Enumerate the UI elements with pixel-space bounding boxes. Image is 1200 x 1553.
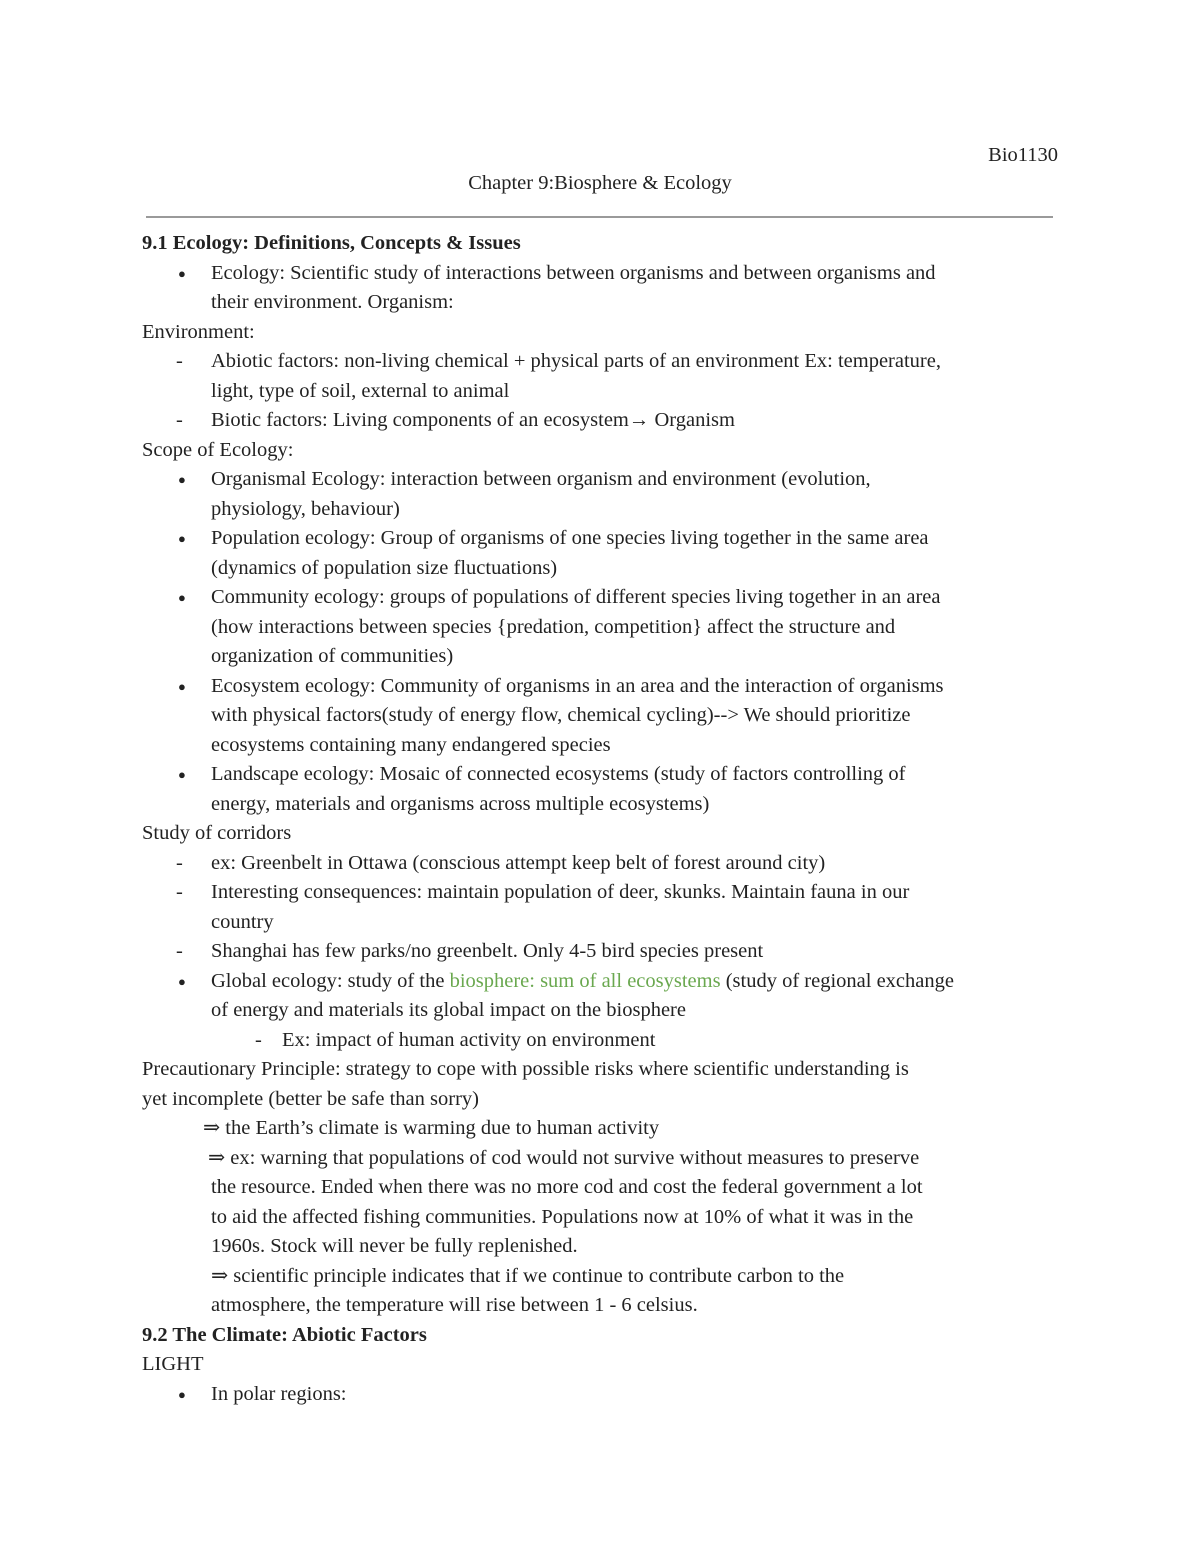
list-item-continuation: (dynamics of population size fluctuations) [211, 556, 558, 579]
organismal-ecology: Organismal Ecology: interaction between organism and environment (evolution, [211, 468, 871, 490]
list-item [142, 465, 1062, 495]
bullet-icon: ● [178, 472, 186, 487]
list-item-continuation: ecosystems containing many endangered species [211, 733, 611, 756]
biosphere-highlight: biosphere: sum of all ecosystems [449, 969, 721, 992]
arrow-point-continuation: atmosphere, the temperature will rise between 1 - 6 celsius. [211, 1294, 698, 1316]
abiotic-factors: Abiotic factors: non-living chemical + physical parts of an environment Ex: temperature, [211, 350, 941, 372]
arrow-point-continuation: to aid the affected fishing communities. Populations now at 10% of what it was in the [211, 1205, 914, 1228]
dash-marker: - [255, 1028, 262, 1051]
biotic-factors: Biotic factors: Living components of an ecosystem→ Organism [211, 409, 735, 431]
list-item-continuation: (how interactions between species {predation, competition} affect the structure and [211, 615, 896, 638]
global-ecology: Global ecology: study of the biosphere: sum of all ecosystems (study of regional exchange [211, 969, 954, 992]
bullet-icon: ● [178, 973, 186, 989]
greenbelt-example: ex: Greenbelt in Ottawa (conscious attempt keep belt of forest around city) [211, 851, 826, 874]
list-item-continuation: with physical factors(study of energy flow, chemical cycling)--> We should prioritize [211, 704, 911, 726]
landscape-ecology: Landscape ecology: Mosaic of connected ecosystems (study of factors controlling of [211, 763, 906, 785]
section-heading: 9.1 Ecology: Definitions, Concepts & Issues [142, 232, 521, 254]
bullet-icon: ● [178, 265, 186, 281]
global-example: Ex: impact of human activity on environment [282, 1028, 656, 1051]
list-item [142, 937, 1062, 967]
bullet-icon: ● [178, 531, 186, 546]
scope-label: Scope of Ecology: [142, 438, 294, 461]
bullet-icon: ● [178, 590, 186, 605]
list-item [142, 583, 1062, 613]
corridor-consequences: Interesting consequences: maintain population of deer, skunks. Maintain fauna in our [211, 881, 910, 903]
ecology-definition: Ecology: Scientific study of interactions between organisms and between organisms and [211, 261, 936, 284]
ecosystem-ecology: Ecosystem ecology: Community of organisms in an area and the interaction of organisms [211, 674, 944, 697]
list-item-continuation: organization of communities) [211, 645, 454, 667]
arrow-point-continuation: 1960s. Stock will never be fully replenished. [211, 1235, 578, 1257]
precautionary-principle: Precautionary Principle: strategy to cope with possible risks where scientific understanding is [142, 1058, 909, 1080]
community-ecology: Community ecology: groups of populations of different species living together in an area [211, 586, 941, 608]
list-item [142, 878, 1062, 908]
list-item-continuation: light, type of soil, external to animal [211, 379, 510, 402]
list-item [142, 259, 1062, 289]
list-item [142, 524, 1062, 554]
dash-marker: - [176, 851, 183, 874]
light-label: LIGHT [142, 1353, 204, 1375]
list-item-continuation: energy, materials and organisms across multiple ecosystems) [211, 792, 710, 815]
dash-marker: - [176, 409, 183, 431]
section-heading: 9.2 The Climate: Abiotic Factors [142, 1323, 427, 1346]
population-ecology: Population ecology: Group of organisms of one species living together in the same area [211, 527, 929, 549]
dash-marker: - [176, 881, 183, 903]
list-item [142, 1380, 1062, 1410]
list-item [142, 347, 1062, 377]
arrow-point: ⇒ the Earth’s climate is warming due to human activity [203, 1117, 660, 1139]
list-item-continuation: their environment. Organism: [211, 291, 454, 313]
header-rule [146, 216, 1053, 218]
list-item [142, 1026, 1062, 1056]
list-item-continuation: of energy and materials its global impact on the biosphere [211, 999, 686, 1021]
environment-label: Environment: [142, 320, 255, 343]
dash-marker: - [176, 940, 183, 962]
list-item [142, 760, 1062, 790]
bullet-icon: ● [178, 767, 186, 782]
corridors-label: Study of corridors [142, 822, 292, 844]
list-item [142, 849, 1062, 879]
arrow-point: ⇒ scientific principle indicates that if we continue to contribute carbon to the [211, 1264, 845, 1287]
bullet-icon: ● [178, 1386, 186, 1402]
course-code: Bio1130 [988, 144, 1058, 166]
bullet-icon: ● [178, 678, 186, 694]
polar-regions: In polar regions: [211, 1382, 347, 1405]
list-item [142, 406, 1062, 436]
arrow-point: ⇒ ex: warning that populations of cod would not survive without measures to preserve [208, 1146, 920, 1169]
list-item-continuation: physiology, behaviour) [211, 497, 400, 520]
dash-marker: - [176, 350, 183, 372]
list-item-continuation: country [211, 910, 274, 933]
notes-body [142, 229, 1062, 1409]
list-item [142, 967, 1062, 997]
shanghai-example: Shanghai has few parks/no greenbelt. Only 4-5 bird species present [211, 940, 764, 962]
chapter-title: Chapter 9:Biosphere & Ecology [468, 172, 732, 194]
list-item [142, 672, 1062, 702]
precautionary-continuation: yet incomplete (better be safe than sorry) [142, 1087, 479, 1110]
arrow-point-continuation: the resource. Ended when there was no more cod and cost the federal government a lot [211, 1176, 923, 1198]
